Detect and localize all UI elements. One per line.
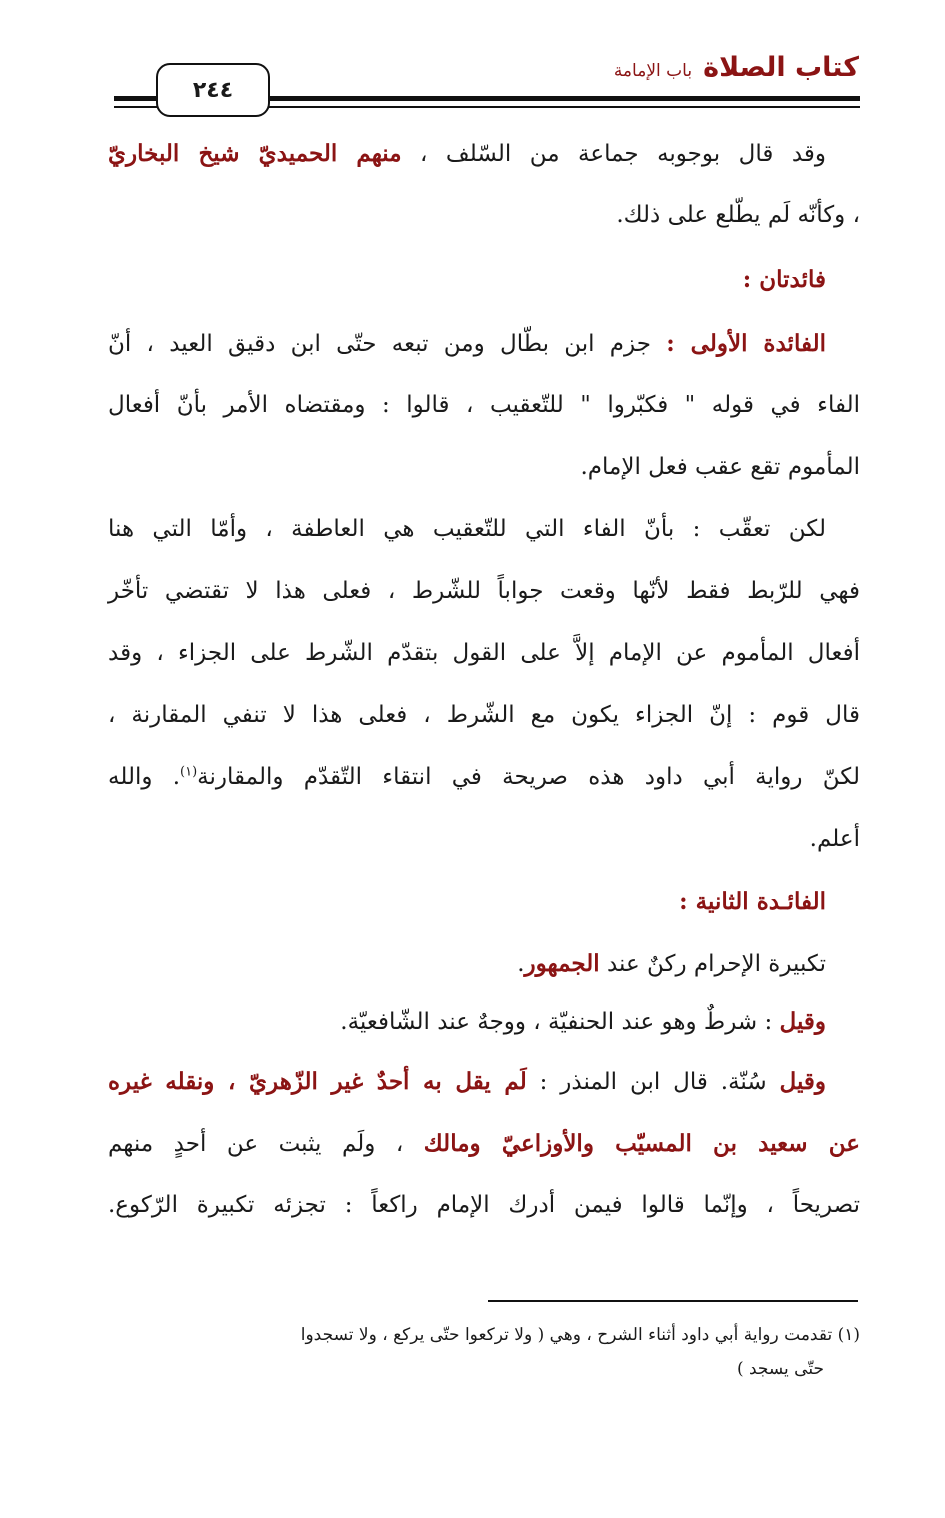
text-line: لكن تعقّب : بأنّ الفاء التي للتّعقيب هي العاطفة ، وأمّا التي هنا	[108, 516, 826, 542]
chapter-title: باب الإمامة	[613, 61, 693, 81]
text-line: الفائدة الأولى : جزم ابن بطّال ومن تبعه حتّى ابن دقيق العيد ، أنّ	[108, 330, 826, 357]
text-line: وقيل : شرطٌ وهو عند الحنفيّة ، ووجهٌ عند الشّافعيّة.	[340, 1008, 826, 1035]
text-line: عن سعيد بن المسيّب والأوزاعيّ ومالك ، ولَم يثبت عن أحدٍ منهم	[108, 1130, 860, 1157]
footnote-line: (١) تقدمت رواية أبي داود أثناء الشرح ، وهي ( ولا تركعوا حتّى يركع ، ولا تسجدوا	[300, 1325, 860, 1345]
text-line: قال قوم : إنّ الجزاء يكون مع الشّرط ، فعلى هذا لا تنفي المقارنة ،	[108, 702, 860, 728]
text-line: المأموم تقع عقب فعل الإمام.	[580, 454, 860, 480]
footnote-separator	[488, 1300, 858, 1302]
text-line: الفاء في قوله " فكبّروا " للتّعقيب ، قالوا : ومقتضاه الأمر بأنّ أفعال	[108, 392, 860, 418]
text-line: فهي للرّبط فقط لأنّها وقعت جواباً للشّرط ، فعلى هذا لا تقتضي تأخّر	[108, 578, 860, 604]
text-line: تكبيرة الإحرام ركنٌ عند الجمهور.	[517, 950, 826, 977]
footnote	[108, 1318, 860, 1386]
footnote-ref: (١)	[180, 764, 198, 780]
text-line: وقد قال بوجوبه جماعة من السّلف ، منهم الحميديّ شيخ البخاريّ	[108, 140, 826, 167]
running-header	[614, 52, 859, 83]
section-heading: فائدتان :	[742, 266, 826, 293]
book-title: كتاب الصلاة	[703, 52, 859, 83]
section-heading: الفائـدة الثانية :	[679, 888, 826, 915]
text-line: أعلم.	[809, 826, 860, 852]
text-line: وقيل سُنّة. قال ابن المنذر : لَم يقل به أحدٌ غير الزّهريّ ، ونقله غيره	[108, 1068, 826, 1095]
text-line: أفعال المأموم عن الإمام إلاَّ على القول بتقدّم الشّرط على الجزاء ، وقد	[108, 640, 860, 666]
text-line: تصريحاً ، وإنّما قالوا فيمن أدرك الإمام راكعاً : تجزئه تكبيرة الرّكوع.	[108, 1192, 860, 1218]
footnote-line: حتّى يسجد )	[736, 1359, 824, 1379]
text-line: ، وكأنّه لَم يطّلع على ذلك.	[616, 202, 860, 228]
text-line: لكنّ رواية أبي داود هذه صريحة في انتقاء التّقدّم والمقارنة$^{(١)}$. والله	[108, 764, 860, 790]
page-number: ٢٤٤	[156, 63, 270, 117]
